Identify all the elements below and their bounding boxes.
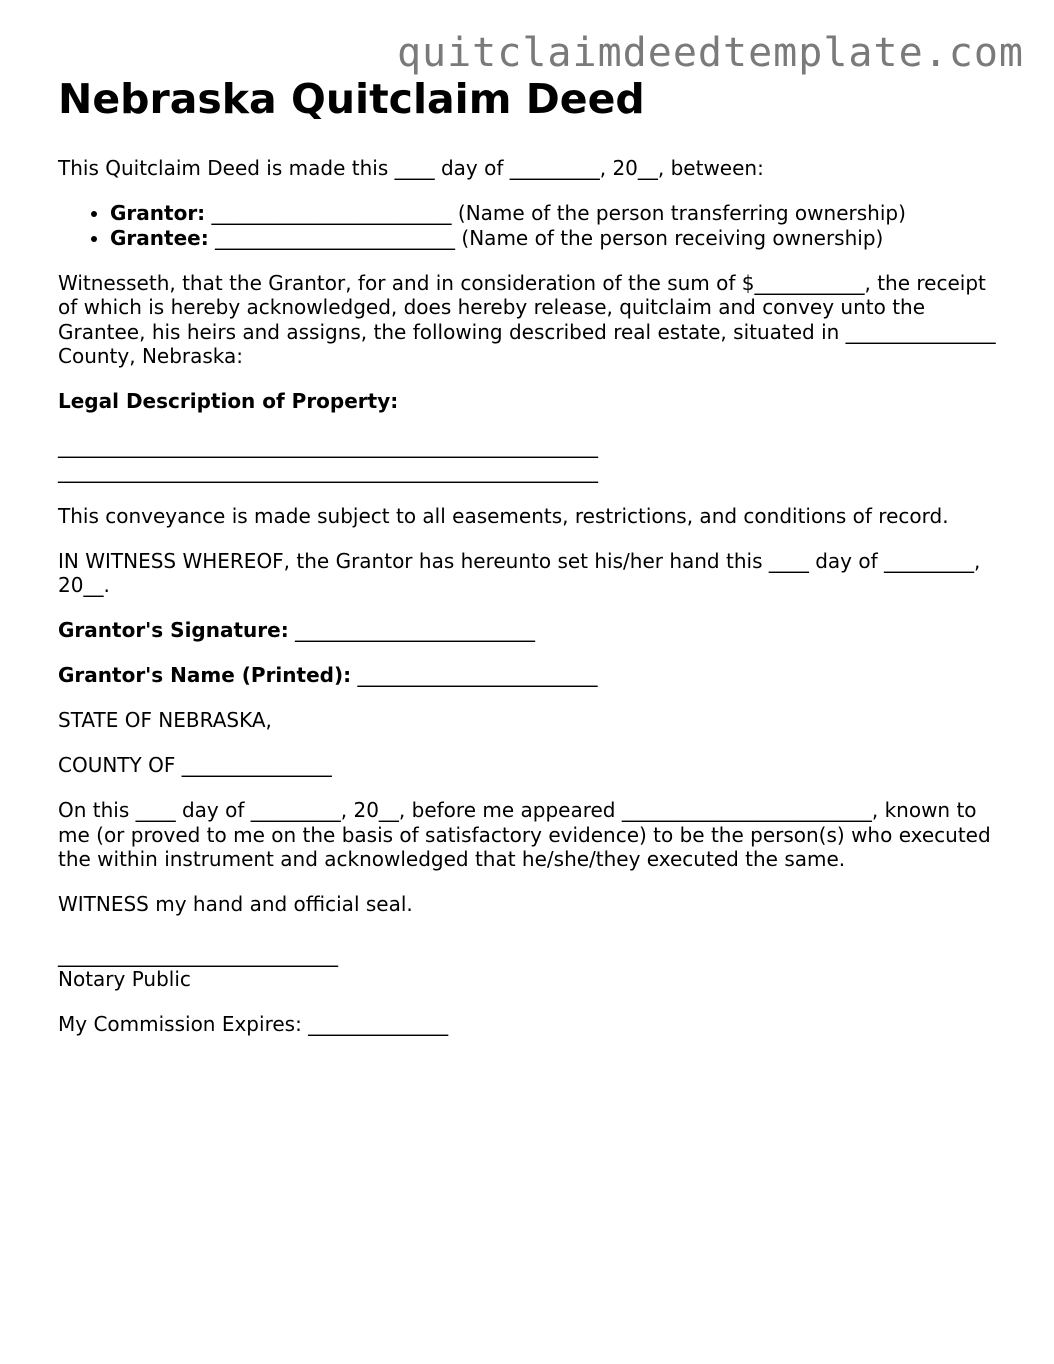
notary-signature-block	[58, 943, 998, 992]
printed-name-blank: ________________________	[351, 663, 598, 687]
party-label: Grantee:	[110, 225, 209, 250]
party-grantee	[110, 226, 998, 251]
notary-label: Notary Public	[58, 967, 191, 991]
legal-description-lines	[58, 434, 998, 483]
subject-to-paragraph: This conveyance is made subject to all easements, restrictions, and conditions of record.	[58, 503, 949, 528]
watermark: quitclaimdeedtemplate.com	[396, 30, 1024, 76]
in-witness-paragraph: IN WITNESS WHEREOF, the Grantor has hereunto set his/her hand this ____ day of _________, 20__.	[58, 548, 981, 597]
signature-blank: ________________________	[288, 618, 536, 642]
legal-line: ______________________________________________________	[58, 434, 598, 458]
county-line: COUNTY OF _______________	[58, 753, 332, 777]
legal-description-heading: Legal Description of Property:	[58, 389, 399, 413]
parties-list	[58, 201, 998, 250]
party-label: Grantor:	[110, 201, 206, 225]
witness-seal-line: WITNESS my hand and official seal.	[58, 892, 413, 916]
printed-name-label: Grantor's Name (Printed):	[58, 663, 352, 687]
grantor-printed-name-line	[58, 663, 998, 688]
notary-signature-line: ____________________________	[58, 942, 338, 967]
document-title: Nebraska Quitclaim Deed	[58, 75, 645, 123]
deed-document	[58, 74, 998, 1057]
witnesseth-paragraph: Witnesseth, that the Grantor, for and in consideration of the sum of $___________, the receipt of which is hereby acknowledged, does hereby release, quitclaim and convey unto the Grantee, his heirs and assigns, the following described real estate, situated in _______________ County, Nebraska:	[58, 270, 996, 368]
acknowledgment-paragraph: On this ____ day of _________, 20__, before me appeared _________________________, known to me (or proved to me on the basis of satisfactory evidence) to be the person(s) who executed the within instrument and acknowledged that he/she/they executed the same.	[58, 798, 991, 871]
commission-expires-line: My Commission Expires: ______________	[58, 1012, 449, 1036]
grantor-signature-line	[58, 618, 998, 643]
intro-paragraph: This Quitclaim Deed is made this ____ day of _________, 20__, between:	[58, 156, 764, 180]
state-line: STATE OF NEBRASKA,	[58, 708, 272, 732]
party-grantor	[110, 201, 998, 226]
party-text: ________________________ (Name of the person receiving ownership)	[208, 225, 884, 250]
signature-label: Grantor's Signature:	[58, 618, 289, 642]
party-text: ________________________ (Name of the person transferring ownership)	[205, 201, 906, 225]
legal-line: ______________________________________________________	[58, 458, 598, 483]
